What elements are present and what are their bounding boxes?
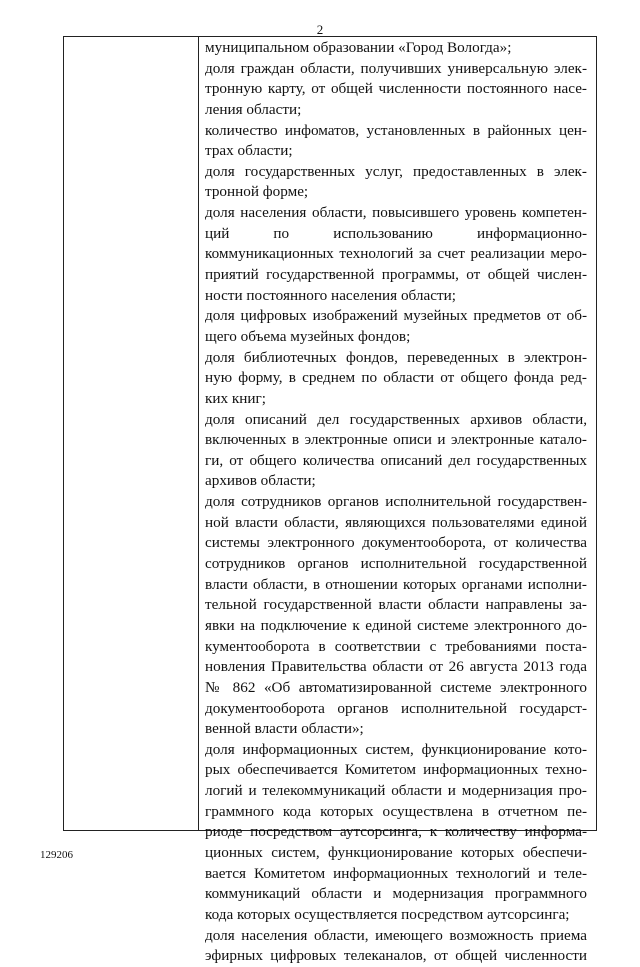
text-line: рых обеспечивается Комитетом информационных техно- [205,761,587,779]
document-number: 129206 [40,849,73,861]
text-line: новления Правительства области от 26 августа 2013 года [205,658,587,676]
text-line: коммуникаций области и модернизация программного [205,885,587,903]
text-line: трах области; [205,142,293,160]
text-line: ную форму, в среднем по области от общего фонда ред- [205,369,587,387]
text-line: доля сотрудников органов исполнительной государствен- [205,493,587,511]
text-line: эфирных цифровых телеканалов, от общей численности [205,947,587,965]
text-line: документооборота органов исполнительной государст- [205,699,587,717]
text-line: количество инфоматов, установленных в районных цен- [205,121,587,139]
text-line: щего объема музейных фондов; [205,327,411,345]
text-line: № 862 «Об автоматизированной системе электронного [205,678,587,696]
text-line: тронной форме; [205,183,309,201]
page-number: 2 [316,22,324,37]
text-line: вается Комитетом информационных технологий и теле- [205,864,587,882]
text-line: ционных систем, функционирование которых обеспечи- [205,843,587,861]
text-line: доля информационных систем, функционирование кото- [205,740,587,758]
text-line: тронную карту, от общей численности постоянного насе- [205,80,587,98]
text-line: ций по использованию информационно- [205,224,587,242]
text-line: сотрудников органов исполнительной государственной [205,555,587,573]
text-line: муниципальном образовании «Город Вологда»; [205,39,512,56]
text-line: власти области, в отношении которых органами исполни- [205,575,587,593]
text-line: доля описаний дел государственных архивов области, [205,410,587,428]
text-line: ги, от общего количества описаний дел государственных [205,451,587,469]
text-line: ления области; [205,100,302,118]
text-line: логий и телекоммуникаций области и модернизация про- [205,782,587,800]
text-line: кументооборота в соответствии с требованиями поста- [205,637,587,655]
text-line: явки на подключение к единой системе электронного до- [205,616,587,634]
text-line: венной власти области»; [205,720,364,738]
text-line: кода которых осуществляется посредством аутсорсинга; [205,905,570,923]
text-line: архивов области; [205,472,316,490]
text-line: доля населения области, повысившего уровень компетен- [205,204,587,222]
text-line: включенных в электронные описи и электронные катало- [205,431,587,449]
text-line: ной власти области, являющихся пользователями единой [205,513,587,531]
text-line: доля библиотечных фондов, переведенных в электрон- [205,348,587,366]
table-left-column [64,37,199,830]
text-line: тельной государственной власти области направлены за- [205,596,587,614]
text-line: приятий государственной программы, от общей числен- [205,266,587,284]
text-line: доля населения области, имеющего возможность приема [205,926,587,944]
text-line: коммуникационных технологий за счет реализации меро- [205,245,587,263]
table-right-column [205,38,587,967]
text-line: ности постоянного населения области; [205,286,456,304]
text-line: доля граждан области, получивших универсальную элек- [205,59,587,77]
indicator-table [63,36,597,965]
text-line: системы электронного документооборота, от количества [205,534,587,552]
text-line: граммного кода которых осуществлена в отчетном пе- [205,802,587,820]
text-line: доля государственных услуг, предоставленных в элек- [205,162,587,180]
text-line: риоде посредством аутсорсинга, к количеству информа- [205,823,587,841]
text-line: ких книг; [205,389,266,407]
text-line: доля цифровых изображений музейных предметов от об- [205,307,587,325]
